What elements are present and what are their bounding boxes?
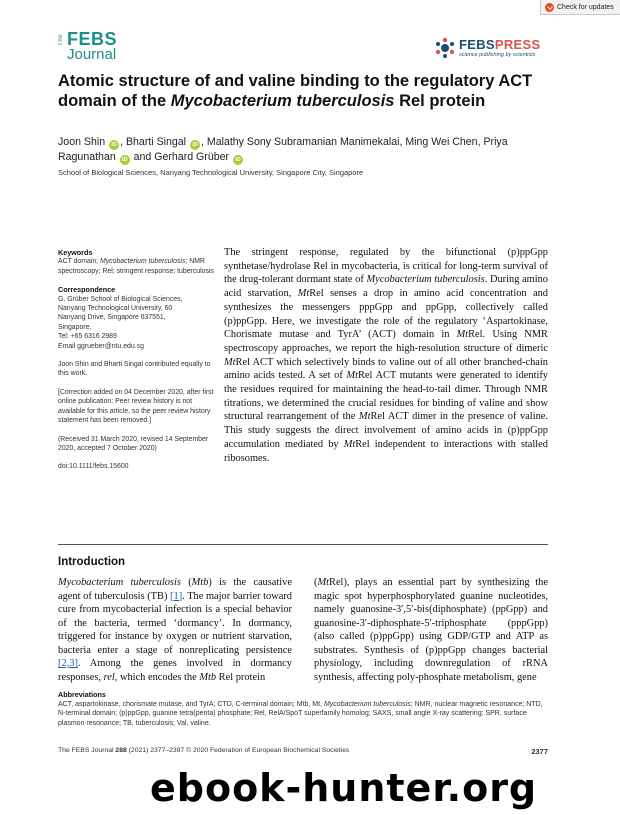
logo-the: The — [58, 34, 64, 46]
author-name: Gerhard Grüber — [154, 151, 230, 163]
intro-column-right: (MtRel), plays an essential part by synthesizing the magic spot hyperphosphorylated guanine nucleotides, namely guanosine-3′,5′-bis(diphosphate) (ppGpp) and guanosine-3′-diphosphate-5′-triphosphate (pppGpp) (also called (p)ppGpp) using GDP/GTP and ATP as substrates. Synthesis of (p)ppGpp changes bacterial physiology, including downregulation of rRNA synthesis, affecting poly-phosphate metabolism, gene — [314, 577, 548, 683]
page-number: 2377 — [531, 747, 548, 756]
author-name: Bharti Singal — [125, 136, 187, 148]
article-sidebar — [58, 248, 216, 481]
press-tagline: science publishing by scientists — [459, 52, 536, 58]
section-divider — [58, 544, 548, 545]
keywords-text: ACT domain; Mycobacterium tuberculosis; NMR spectroscopy; Rel; stringent response; tuberculosis — [58, 258, 214, 275]
affiliation: School of Biological Sciences, Nanyang Technological University, Singapore City, Singapore — [58, 168, 364, 177]
correction-note: [Correction added on 04 December 2020, after first online publication: Peer review history is not available for this article, so the peer review history statement has been removed.] — [58, 388, 214, 425]
logo-journal: Journal — [67, 46, 117, 63]
reference-link[interactable]: [2,3] — [58, 658, 78, 669]
abbreviations — [58, 690, 548, 728]
contribution-note: Joon Shin and Bharti Singal contributed equally to this work. — [58, 361, 211, 378]
orcid-icon[interactable]: iD — [190, 140, 200, 150]
abbreviations-text: ACT, aspartokinase, chorismate mutase, and TyrA; CTD, C-terminal domain; Mtb, Mt, Mycobacterium tuberculosis; NMR, nuclear magnetic resonance; NTD, N-terminal domain; (p)ppGpp, guanine tetra(penta) phosphate; Rel, RelA/SpoT superfamily homolog; SAXS, small angle X-ray scattering; SPR, surface plasmon resonance; TB, tuberculosis; Val, valine. — [58, 700, 543, 727]
febs-journal-logo — [58, 30, 122, 63]
watermark: ebook-hunter.org — [150, 766, 538, 810]
keywords-block — [58, 248, 216, 276]
correspondence-address: G. Grüber School of Biological Sciences, Nanyang Technological University, 60 Nanyang Drive, Singapore 637551, Singapore. Tel: +65 6316 2989 Email ggrueber@ntu.edu.sg — [58, 295, 216, 351]
intro-column-left: Mycobacterium tuberculosis (Mtb) is the causative agent of tuberculosis (TB) [1]. The major barrier toward cure from mycobacterial infection is a special behavior of the bacteria, termed ‘dormancy’. In dormancy, triggered for instance by oxygen or nutrient starvation, bacteria enter a stage of nonreplicating persistence [2,3]. Among the genes involved in dormancy responses, rel, which encodes the Mtb Rel protein — [58, 577, 292, 683]
orcid-icon[interactable]: iD — [120, 155, 130, 165]
page-footer — [58, 747, 548, 757]
logo-febs: FEBS — [67, 29, 118, 49]
correspondence-block — [58, 285, 216, 351]
check-for-updates-badge[interactable] — [540, 0, 620, 15]
keywords-heading: Keywords — [58, 248, 93, 257]
author-name: Priya Ragunathan — [58, 136, 508, 163]
check-updates-label: Check for updates — [557, 3, 614, 11]
article-title: Atomic structure of and valine binding to the regulatory ACT domain of the Mycobacterium tuberculosis Rel protein — [58, 72, 533, 110]
author-name: Joon Shin — [58, 136, 106, 148]
orcid-icon[interactable]: iD — [233, 155, 243, 165]
abbreviations-heading: Abbreviations — [58, 690, 106, 699]
correspondence-heading: Correspondence — [58, 285, 116, 295]
febs-press-dots-icon — [434, 37, 456, 59]
correspondence-email[interactable]: Email ggrueber@ntu.edu.sg — [58, 342, 144, 350]
doi[interactable]: doi:10.1111/febs.15600 — [58, 463, 129, 471]
author-list: Joon Shin iD , Bharti Singal iD , Malathy Sony Subramanian Manimekalai, Ming Wei Chen, Priya Ragunathan iD and Gerhard Grüber iD — [58, 136, 508, 163]
footer-citation: The FEBS Journal 288 (2021) 2377–2397 © 2020 Federation of European Biochemical Societies — [58, 747, 350, 754]
orcid-icon[interactable]: iD — [109, 140, 119, 150]
press-name: FEBSPRESS — [459, 37, 541, 52]
reference-link[interactable]: [1] — [170, 590, 183, 602]
check-updates-icon — [545, 3, 554, 12]
introduction-heading: Introduction — [58, 556, 126, 568]
received-dates: (Received 31 March 2020, revised 14 September 2020, accepted 7 October 2020) — [58, 435, 209, 452]
author-name: Malathy Sony Subramanian Manimekalai — [206, 136, 400, 148]
abstract: The stringent response, regulated by the bifunctional (p)ppGpp synthetase/hydrolase Rel in mycobacteria, is critical for long-term survival of the drug-tolerant dormant state of Mycobacterium tuberculosis. During amino acid starvation, MtRel senses a drop in amino acid concentration and synthesizes the messengers pppGpp and ppGpp, collectively called (p)ppGpp. Here, we investigate the role of the regulatory ‘Aspartokinase, Chorismate mutase and TyrA’ (ACT) domain in MtRel. Using NMR spectroscopy approaches, we report the high-resolution structure of dimeric MtRel ACT which selectively binds to valine out of all other branched-chain amino acids tested. A set of MtRel ACT mutants were generated to identify the residues required for maintaining the head-to-tail dimer. Through NMR titrations, we determined the crucial residues for binding of valine and show structural rearrangement of the MtRel ACT dimer in the presence of valine. This study suggests the direct involvement of amino acids in (p)ppGpp accumulation mediated by MtRel independent to interactions with stalled ribosomes. — [224, 247, 549, 464]
author-name: Ming Wei Chen — [405, 136, 478, 148]
febs-press-logo — [434, 36, 544, 62]
